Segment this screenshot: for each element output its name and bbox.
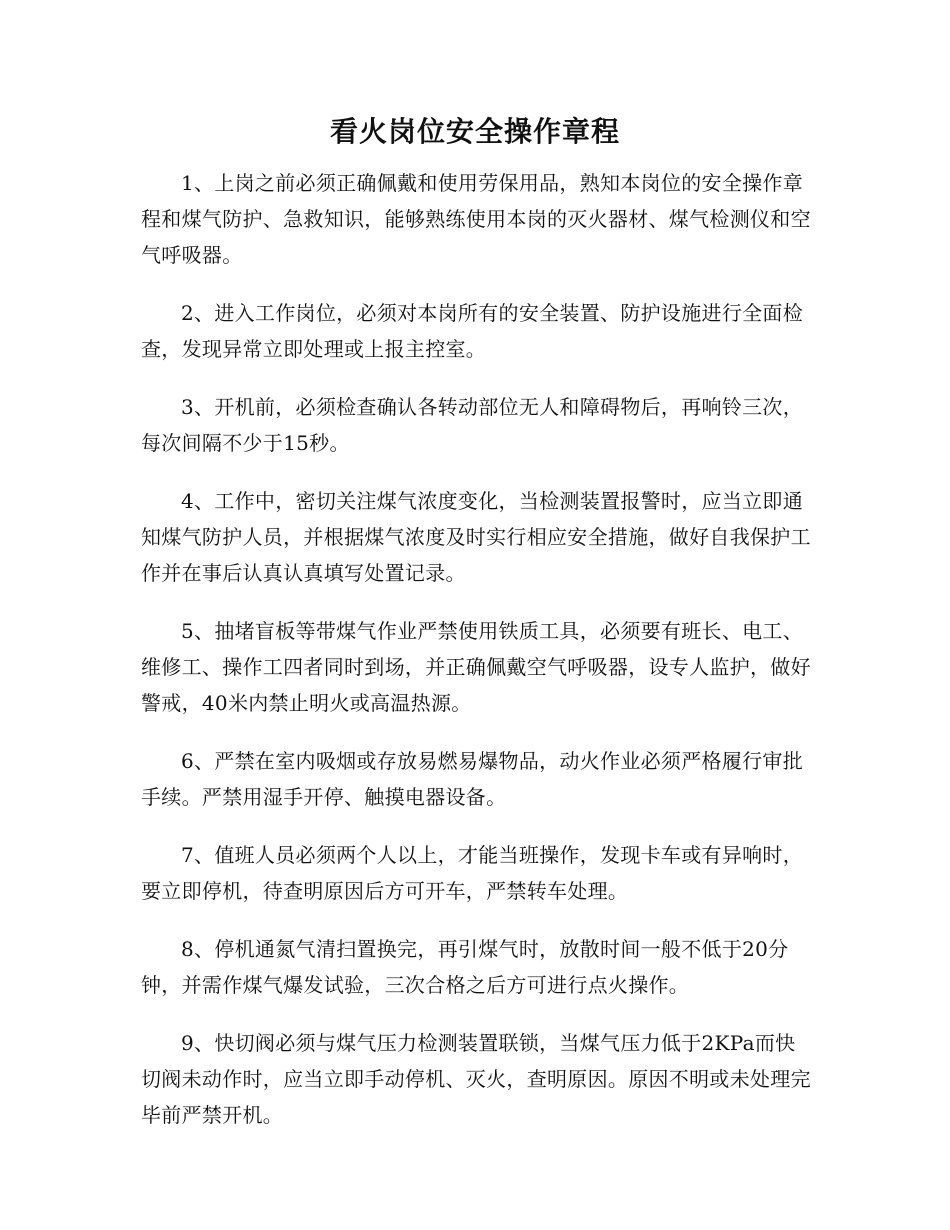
paragraph-5: 5、抽堵盲板等带煤气作业严禁使用铁质工具，必须要有班长、电工、维修工、操作工四者同时到场，并正确佩戴空气呼吸器，设专人监护，做好警戒，40米内禁止明火或高温热源。 [141, 619, 811, 715]
document-title: 看火岗位安全操作章程 [329, 115, 620, 148]
paragraph-7: 7、值班人员必须两个人以上，才能当班操作，发现卡车或有异响时，要立即停机，待查明原因后方可开车，严禁转车处理。 [141, 843, 804, 903]
paragraph-6: 6、严禁在室内吸烟或存放易燃易爆物品，动火作业必须严格履行审批手续。严禁用湿手开停、触摸电器设备。 [141, 749, 804, 809]
paragraph-4: 4、工作中，密切关注煤气浓度变化，当检测装置报警时，应当立即通知煤气防护人员，并根据煤气浓度及时实行相应安全措施，做好自我保护工作并在事后认真认真填写处置记录。 [141, 489, 811, 585]
document-body [141, 165, 811, 1155]
paragraph-2: 2、进入工作岗位，必须对本岗所有的安全装置、防护设施进行全面检查，发现异常立即处理或上报主控室。 [141, 301, 804, 361]
paragraph-3: 3、开机前，必须检查确认各转动部位无人和障碍物后，再响铃三次，每次间隔不少于15秒。 [141, 395, 804, 455]
paragraph-8: 8、停机通氮气清扫置换完，再引煤气时，放散时间一般不低于20分钟，并需作煤气爆发试验，三次合格之后方可进行点火操作。 [141, 937, 789, 997]
paragraph-9: 9、快切阀必须与煤气压力检测装置联锁，当煤气压力低于2KPa而快切阀未动作时，应当立即手动停机、灭火，查明原因。原因不明或未处理完毕前严禁开机。 [141, 1031, 811, 1127]
paragraph-1: 1、上岗之前必须正确佩戴和使用劳保用品，熟知本岗位的安全操作章程和煤气防护、急救知识，能够熟练使用本岗的灭火器材、煤气检测仪和空气呼吸器。 [141, 171, 811, 267]
